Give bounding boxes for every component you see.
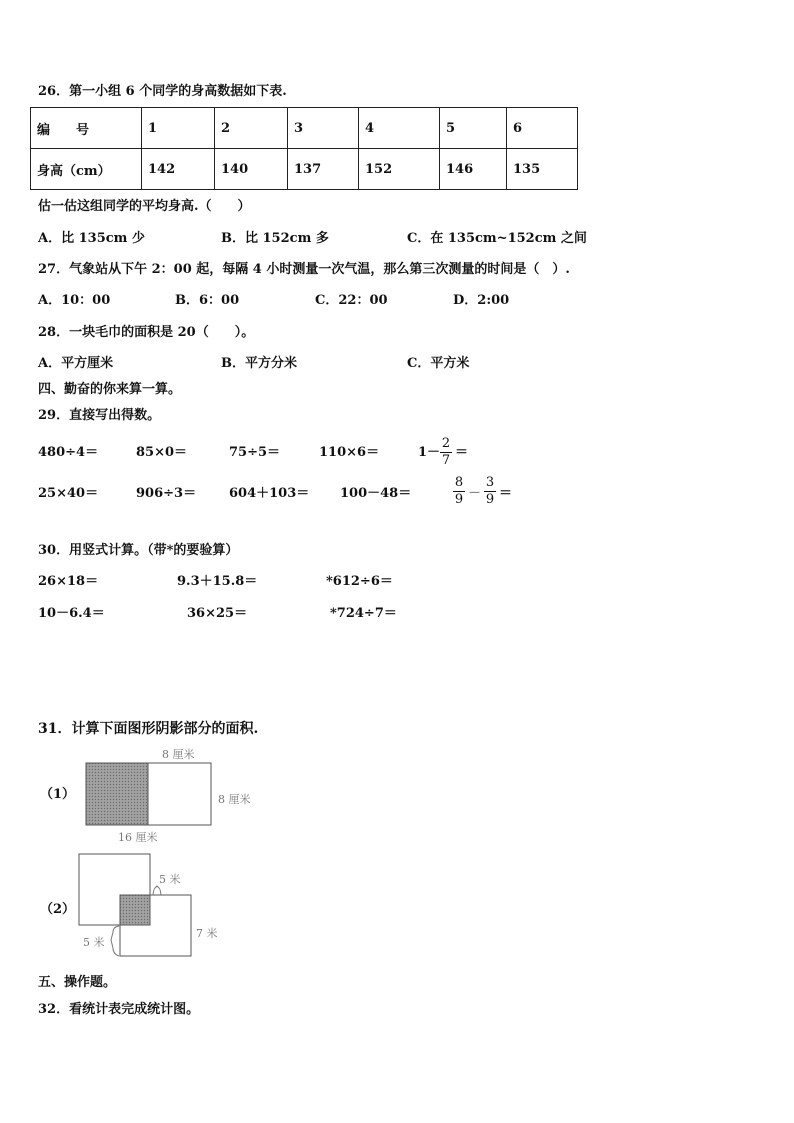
q30-expr: 26×18＝ (38, 574, 99, 589)
table-cell: 152 (359, 149, 440, 190)
table-cell: 140 (215, 149, 288, 190)
fraction-denominator: 9 (454, 492, 464, 507)
q30-title: 30．用竖式计算。（带*的要验算） (38, 543, 239, 558)
fraction-numerator: 2 (441, 436, 451, 451)
brace-top (153, 886, 161, 895)
q30-expr: 10－6.4＝ (38, 606, 105, 621)
q27-option-d: D．2:00 (453, 293, 510, 308)
table-cell: 137 (288, 149, 359, 190)
fraction-3-9 (484, 476, 496, 507)
fraction-8-9 (453, 476, 465, 507)
table-row (31, 108, 578, 149)
height-table (30, 107, 578, 190)
table-cell: 1 (142, 108, 215, 149)
q29-title: 29．直接写出得数。 (38, 408, 161, 423)
left-length-label: 5 米 (83, 936, 105, 949)
q29-expr: 906÷3＝ (136, 486, 197, 501)
table-cell: 5 (440, 108, 507, 149)
q31-title: 31．计算下面图形阴影部分的面积. (38, 721, 259, 737)
fraction-denominator: 9 (485, 492, 495, 507)
q28-option-b: B．平方分米 (221, 356, 297, 371)
q26-option-a: A．比 135cm 少 (38, 231, 145, 246)
top-length-label: 5 米 (159, 873, 181, 886)
table-cell: 身高（cm） (31, 149, 142, 190)
q30-expr: *612÷6＝ (326, 574, 393, 589)
shaded-overlap (120, 895, 150, 925)
table-cell: 146 (440, 149, 507, 190)
figure-2 (75, 850, 235, 965)
table-cell: 4 (359, 108, 440, 149)
q27-title: 27．气象站从下午 2：00 起，每隔 4 小时测量一次气温，那么第三次测量的时间是（ ）. (38, 262, 570, 277)
q29-expr: 100－48＝ (340, 486, 412, 501)
q28-title: 28．一块毛巾的面积是 20（ ）。 (38, 325, 255, 340)
q29-expr: 25×40＝ (38, 486, 99, 501)
q26-option-c: C．在 135cm~152cm 之间 (407, 231, 587, 246)
q29-expr-suffix: ＝ (455, 445, 469, 460)
fraction-numerator: 3 (485, 475, 495, 490)
q27-option-b: B．6：00 (175, 293, 240, 308)
q27-option-a: A．10：00 (38, 293, 111, 308)
q32-title: 32．看统计表完成统计图。 (38, 1002, 200, 1017)
q30-expr: *724÷7＝ (330, 606, 397, 621)
table-cell: 6 (507, 108, 578, 149)
figure-1-label: （1） (40, 787, 76, 802)
right-length-label: 7 米 (196, 927, 218, 940)
q26-option-b: B．比 152cm 多 (221, 231, 329, 246)
bottom-length-label: 16 厘米 (118, 831, 158, 844)
q29-expr: 604＋103＝ (229, 486, 310, 501)
q26-title: 26．第一小组 6 个同学的身高数据如下表. (38, 84, 287, 99)
figure-1 (80, 742, 280, 847)
fraction-numerator: 8 (454, 475, 464, 490)
q27-option-c: C．22：00 (315, 293, 388, 308)
q29-expr-prefix: 1－ (418, 445, 441, 460)
top-length-label: 8 厘米 (162, 748, 195, 761)
table-row (31, 149, 578, 190)
q30-expr: 9.3＋15.8＝ (177, 574, 258, 589)
fraction-2-7 (440, 437, 452, 468)
q30-expr: 36×25＝ (187, 606, 248, 621)
table-cell: 142 (142, 149, 215, 190)
q29-expr: 480÷4＝ (38, 445, 99, 460)
q29-expr-suffix: ＝ (499, 486, 513, 501)
right-length-label: 8 厘米 (218, 793, 251, 806)
figure-2-label: （2） (40, 902, 76, 917)
q26-prompt: 估一估这组同学的平均身高.（ ） (38, 199, 251, 214)
shaded-square (86, 763, 148, 825)
section-5-heading: 五、操作题。 (38, 975, 117, 990)
q29-expr: 75÷5＝ (229, 445, 281, 460)
q28-option-c: C．平方米 (407, 356, 470, 371)
table-cell: 编 号 (31, 108, 142, 149)
table-cell: 135 (507, 149, 578, 190)
table-cell: 3 (288, 108, 359, 149)
section-4-heading: 四、勤奋的你来算一算。 (38, 382, 182, 397)
minus-sign: － (468, 486, 482, 501)
q28-option-a: A．平方厘米 (38, 356, 114, 371)
table-cell: 2 (215, 108, 288, 149)
brace-left (111, 926, 119, 956)
fraction-denominator: 7 (441, 453, 451, 468)
q29-expr: 85×0＝ (136, 445, 188, 460)
q29-expr: 110×6＝ (319, 445, 380, 460)
